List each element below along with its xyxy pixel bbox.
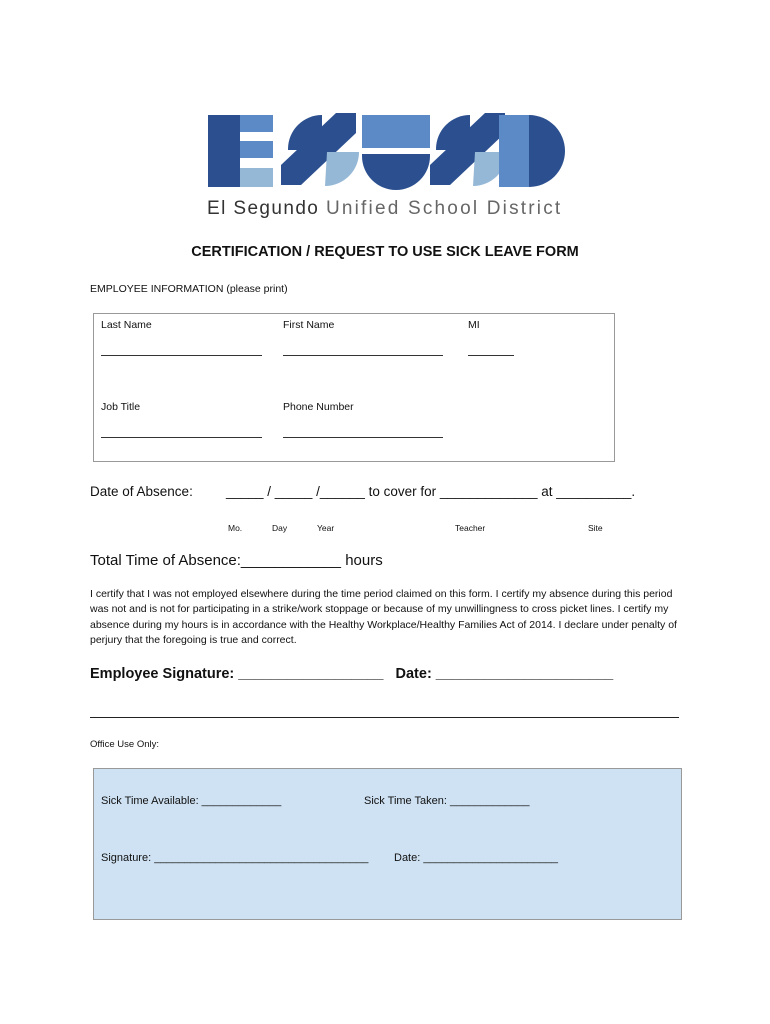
certification-text: I certify that I was not employed elsewhere during the time period claimed on this form. I certify my absence during this period was not and is not for participating in a strike/work stoppage or because of my unwillingness to cross picket lines. I certify my absence during my hours is in accordance with the Healthy Workplace/Healthy Families Act of 2014. I declare under penalty of perjury that the foregoing is true and correct. bbox=[90, 588, 677, 646]
divider-line bbox=[90, 717, 679, 718]
mi-field[interactable] bbox=[468, 355, 514, 356]
phone-number-label: Phone Number bbox=[283, 401, 354, 413]
sub-label-day: Day bbox=[272, 523, 288, 533]
phone-number-field[interactable] bbox=[283, 437, 443, 438]
district-name bbox=[207, 198, 562, 220]
employee-date-field[interactable]: Date: ______________________ bbox=[395, 666, 614, 682]
date-of-absence-line[interactable]: _____ / _____ /______ to cover for _____________ at __________. bbox=[226, 484, 636, 499]
sub-label-mo: Mo. bbox=[228, 523, 243, 533]
date-of-absence-label: Date of Absence: bbox=[90, 484, 193, 499]
district-name-light: Unified School District bbox=[325, 198, 563, 219]
mi-label: MI bbox=[468, 319, 480, 331]
office-signature-field[interactable]: Signature: ___________________________________ bbox=[101, 852, 369, 864]
district-name-bold: El Segundo bbox=[207, 198, 320, 219]
office-date-field[interactable]: Date: ______________________ bbox=[394, 852, 558, 864]
job-title-label: Job Title bbox=[101, 401, 141, 413]
first-name-field[interactable] bbox=[283, 355, 443, 356]
job-title-field[interactable] bbox=[101, 437, 262, 438]
last-name-field[interactable] bbox=[101, 355, 262, 356]
employee-signature-row bbox=[90, 666, 613, 682]
last-name-label: Last Name bbox=[101, 319, 152, 331]
sub-label-teacher: Teacher bbox=[455, 523, 486, 533]
office-use-box bbox=[93, 768, 682, 920]
employee-info-box bbox=[93, 313, 615, 462]
sub-label-year: Year bbox=[317, 523, 335, 533]
total-time-of-absence[interactable]: Total Time of Absence:____________ hours bbox=[90, 552, 383, 569]
employee-info-heading: EMPLOYEE INFORMATION (please print) bbox=[90, 283, 288, 295]
first-name-label: First Name bbox=[283, 319, 335, 331]
form-title: CERTIFICATION / REQUEST TO USE SICK LEAVE FORM bbox=[191, 244, 579, 260]
office-use-only-label: Office Use Only: bbox=[90, 739, 159, 750]
employee-signature-field[interactable]: Employee Signature: __________________ bbox=[90, 666, 384, 682]
sick-time-taken-field[interactable]: Sick Time Taken: _____________ bbox=[364, 795, 530, 807]
sick-time-available-field[interactable]: Sick Time Available: _____________ bbox=[101, 795, 282, 807]
sub-label-site: Site bbox=[588, 523, 603, 533]
